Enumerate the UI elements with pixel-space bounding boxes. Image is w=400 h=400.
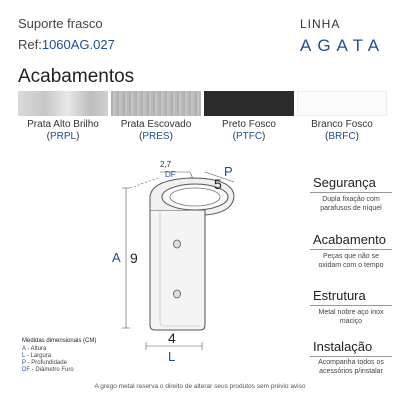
screw-hole-bottom: [174, 290, 181, 298]
legend-key: L: [22, 353, 26, 359]
dim-df-label: DF: [165, 170, 176, 179]
feature-divider-2: [310, 305, 392, 306]
dim-l-label: L: [168, 349, 176, 364]
feature-desc-line: oxidam com o tempo: [318, 262, 384, 269]
finish-name-3: Branco Fosco: [311, 119, 373, 130]
paren-open: (: [232, 131, 236, 142]
paren-close: ): [169, 131, 173, 142]
legend-row-p: [22, 360, 67, 367]
paren-open: (: [325, 131, 329, 142]
finish-code-text-3: BRFC: [328, 131, 356, 142]
line-label: LINHA: [300, 17, 341, 31]
legend-row-l: [22, 353, 51, 360]
finish-code-text-2: PTFC: [235, 131, 263, 142]
feature-desc-line: acessórios p/instalar: [319, 368, 383, 375]
paren-close: ): [355, 131, 359, 142]
feature-title-acabamento: Acabamento: [313, 232, 386, 247]
feature-divider-3: [310, 356, 392, 357]
dim-a-value: 9: [130, 250, 138, 266]
feature-desc-estrutura: [306, 308, 396, 326]
finish-name-0: Prata Alto Brilho: [27, 119, 99, 130]
feature-desc-line: maciço: [339, 318, 363, 325]
legend-key: P: [22, 360, 26, 366]
paren-open: (: [46, 131, 50, 142]
feature-title-seguranca: Segurança: [313, 175, 376, 190]
finishes-heading: Acabamentos: [18, 66, 135, 87]
legend-row-a: [22, 346, 46, 353]
finish-code-text-1: PRES: [142, 131, 170, 142]
legend-text: - Diâmetro Furo: [30, 367, 74, 373]
feature-desc-seguranca: [306, 195, 396, 213]
mounting-plate: [150, 210, 205, 330]
legend-key: DF: [22, 367, 30, 373]
dim-p-label: P: [224, 164, 233, 179]
paren-open: (: [139, 131, 143, 142]
line-name: AGATA: [300, 36, 386, 55]
finish-name-2: Preto Fosco: [222, 119, 276, 130]
feature-desc-line: Peças que não se: [322, 253, 380, 260]
feature-desc-line: Acompanha todos os: [318, 359, 384, 366]
legend-row-df: [22, 367, 74, 374]
feature-desc-line: parafusos de níquel: [320, 205, 382, 212]
footer-disclaimer: A grego metal reserva o direito de alterar seus produtos sem prévio aviso: [94, 383, 306, 390]
ref-label: Ref:: [18, 37, 42, 52]
finish-name-1: Prata Escovado: [120, 119, 192, 130]
feature-divider-1: [310, 249, 392, 250]
screw-hole-top: [174, 240, 181, 248]
product-title: Suporte frasco: [18, 16, 103, 31]
dim-l-value: 4: [168, 330, 176, 346]
legend-key: A: [22, 346, 26, 352]
feature-title-instalacao: Instalação: [313, 339, 373, 354]
feature-desc-instalacao: [306, 358, 396, 376]
paren-close: ): [76, 131, 80, 142]
feature-desc-line: Metal nobre aço inox: [318, 309, 384, 316]
paren-close: ): [262, 131, 266, 142]
feature-divider-0: [310, 192, 392, 193]
feature-title-estrutura: Estrutura: [313, 288, 366, 303]
finish-code-text-0: PRPL: [49, 131, 77, 142]
legend-text: - Largura: [25, 353, 52, 359]
legend-text: - Altura: [25, 346, 47, 352]
legend-text: - Profundidade: [25, 360, 67, 366]
dim-p-value: 5: [214, 176, 222, 192]
feature-desc-line: Dupla fixação com: [322, 196, 380, 203]
ref-code: 1060AG.027: [41, 37, 115, 52]
dimensions-legend-heading: Medidas dimensionais (CM): [22, 338, 97, 344]
feature-desc-acabamento: [306, 252, 396, 270]
dim-a-label: A: [112, 250, 121, 265]
dim-df-value: 2,7: [160, 160, 172, 169]
